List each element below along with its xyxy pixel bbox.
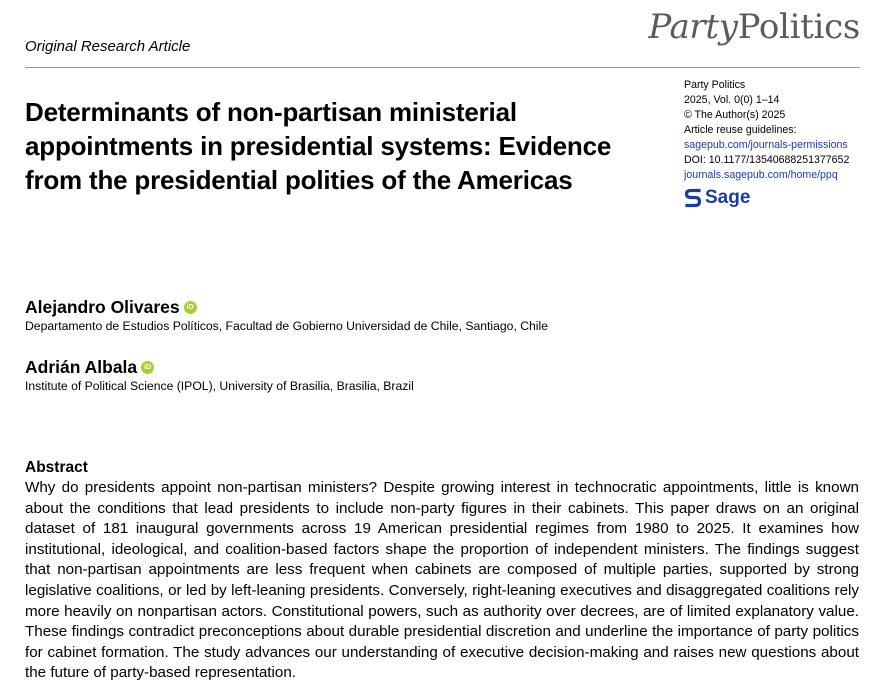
- article-title: Determinants of non-partisan ministerial appointments in presidential systems: Evidence from the presidential polities of the Americas: [25, 97, 612, 195]
- article-type-label: Original Research Article: [25, 38, 191, 55]
- sage-logo: [684, 187, 872, 209]
- journal-home-link[interactable]: journals.sagepub.com/home/ppq: [684, 169, 838, 181]
- meta-volume: 2025, Vol. 0(0) 1–14: [684, 94, 780, 106]
- article-meta: [684, 78, 872, 209]
- orcid-icon[interactable]: iD: [184, 301, 197, 314]
- meta-journal: Party Politics: [684, 79, 746, 91]
- author-2-affiliation: Institute of Political Science (IPOL), University of Brasilia, Brasilia, Brazil: [25, 379, 414, 393]
- author-1-affiliation: Departamento de Estudios Políticos, Facultad de Gobierno Universidad de Chile, Santiago, Chile: [25, 319, 549, 333]
- journal-logo: [648, 6, 860, 48]
- meta-reuse-label: Article reuse guidelines:: [684, 124, 797, 136]
- abstract-text: Why do presidents appoint non-partisan ministers? Despite growing interest in technocratic appointments, little is known about the conditions that lead presidents to include non-party figures in their cabinets. This paper draws on an original dataset of 181 inaugural governments across 19 American presidential regimes from 1980 to 2025. It examines how institutional, ideological, and coalition-based factors shape the proportion of independent ministers. The findings suggest that non-partisan appointments are less frequent when cabinets are composed of multiple parties, supported by strong legislative coalitions, or led by left-leaning presidents. Conversely, right-leaning executives and disaggregated coalitions rely more heavily on nonpartisan actors. Constitutional powers, such as authority over decrees, are of limited explanatory value. These findings contradict preconceptions about durable presidential discretion and underline the importance of party politics for cabinet formation. The study advances our understanding of executive decision-making and raises new questions about the future of party-based representation.: [25, 479, 859, 682]
- journal-logo-party: Party: [648, 7, 738, 47]
- author-2-name: Adrián Albala: [25, 357, 138, 377]
- sage-wordmark: Sage: [705, 187, 751, 208]
- journal-logo-politics: Politics: [737, 7, 860, 47]
- author-1: [25, 296, 197, 318]
- meta-doi: DOI: 10.1177/13540688251377652: [684, 154, 850, 166]
- permissions-link[interactable]: sagepub.com/journals-permissions: [684, 139, 848, 151]
- header-divider: [25, 67, 860, 68]
- abstract-heading: Abstract: [25, 459, 88, 476]
- meta-copyright: © The Author(s) 2025: [684, 109, 786, 121]
- sage-s-icon: [684, 188, 702, 208]
- author-2: [25, 356, 154, 378]
- orcid-icon[interactable]: iD: [141, 361, 154, 374]
- author-1-name: Alejandro Olivares: [25, 297, 180, 317]
